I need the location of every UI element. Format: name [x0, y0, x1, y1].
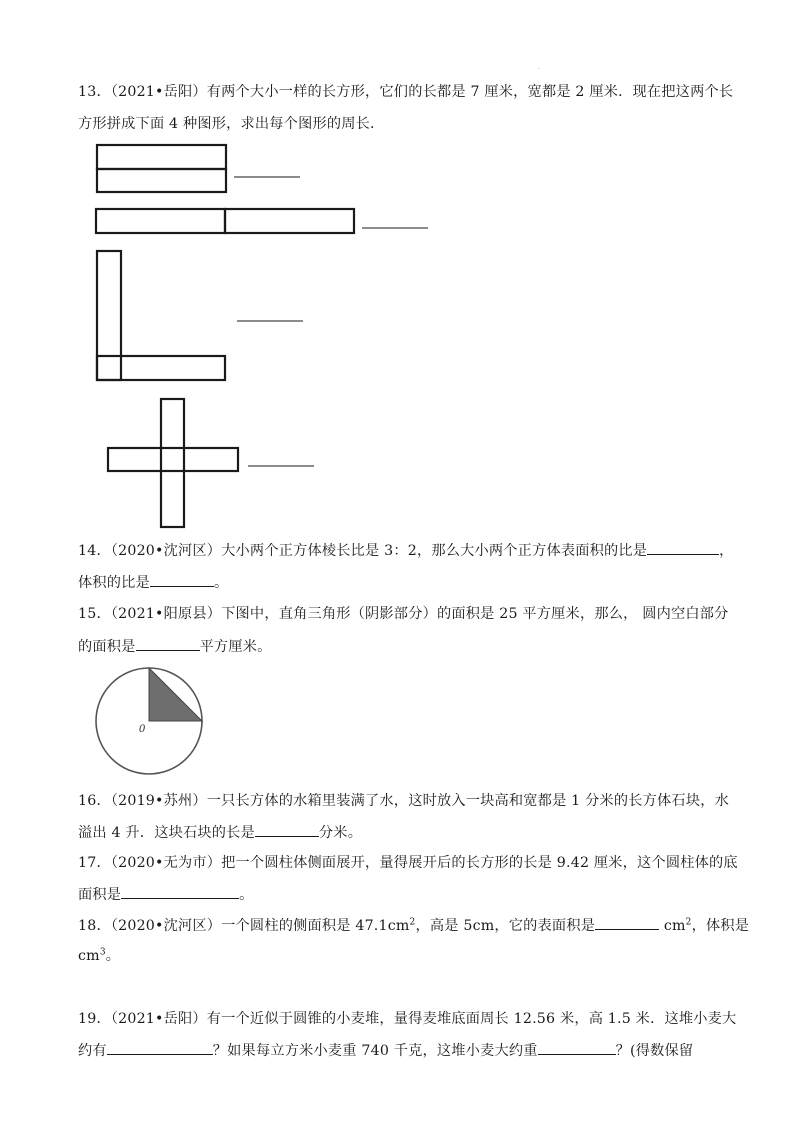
q19-text-b: ？如果每立方米小麦重 740 千克，这堆小麦大约重	[212, 1043, 538, 1059]
figure-cross	[108, 399, 314, 527]
q14-text-line2	[78, 572, 228, 593]
q17-line2-text: 面积是	[78, 887, 122, 903]
q18-text-c: cm	[659, 918, 686, 934]
rect-horizontal	[97, 356, 225, 380]
q19-text-c: ？(得数保留	[615, 1043, 694, 1059]
q18-text-a: 18．（2020•沈河区）一个圆柱的侧面积是 47.1cm	[78, 918, 410, 934]
q18-line2-text: cm	[78, 948, 100, 964]
center-label: 0	[139, 721, 145, 735]
q14-line2-end: 。	[213, 575, 229, 591]
q16-line2-text: 溢出 4 升．这块石块的长是	[78, 825, 255, 841]
q19-text-a: 约有	[78, 1043, 107, 1059]
q15-line2-end: 平方厘米。	[199, 639, 272, 655]
q18-sup-1: 2	[409, 917, 416, 928]
q17-answer-blank[interactable]	[121, 884, 239, 899]
q16-text-line1: 16．（2019•苏州）一只长方体的水箱里装满了水，这时放入一块高和宽都是 1 分米的长方体石块，水	[78, 793, 729, 809]
q16-text-line2	[78, 822, 362, 843]
q19-text-line1: 19．（2021•岳阳）有一个近似于圆锥的小麦堆，量得麦堆底面周长 12.56 米，高 1.5 米．这堆小麦大	[78, 1011, 737, 1027]
rect-right	[225, 209, 354, 233]
q14-line1-end: ，	[719, 543, 734, 559]
figure-l-shape	[97, 251, 303, 380]
scan-dot: ·	[538, 66, 540, 73]
q14-text-line1	[78, 540, 734, 561]
rect-vertical	[97, 251, 121, 380]
q17-text-line2	[78, 884, 254, 905]
figure-stacked-rectangles	[97, 145, 300, 192]
q19-answer-blank-1[interactable]	[107, 1040, 213, 1055]
q15-text-line1: 15．（2021•阳原县）下图中，直角三角形（阴影部分）的面积是 25 平方厘米，那么， 圆内空白部分	[78, 606, 729, 622]
rect-top	[97, 145, 226, 169]
q18-sup-2: 2	[685, 917, 692, 928]
q16-line2-end: 分米。	[318, 825, 363, 841]
q18-sup-3: 3	[99, 947, 106, 958]
q17-line2-end: 。	[239, 887, 254, 903]
q19-answer-blank-2[interactable]	[538, 1040, 616, 1055]
q15-answer-blank[interactable]	[136, 636, 200, 651]
q18-text-d: ，体积是	[691, 918, 750, 934]
q13-text-line1: 13．（2021•岳阳）有两个大小一样的长方形，它们的长都是 7 厘米，宽都是 2 厘米．现在把这两个长	[78, 84, 734, 100]
q18-answer-blank-1[interactable]	[595, 915, 659, 930]
q14-answer-blank-1[interactable]	[647, 540, 719, 555]
q18-line2-end: 。	[105, 948, 121, 964]
q15-line2-text: 的面积是	[78, 639, 136, 655]
q18-text-line2	[78, 946, 120, 966]
q19-text-line2	[78, 1040, 693, 1061]
q18-text-line1	[78, 915, 749, 936]
q13-text-line2: 方形拼成下面 4 种图形，求出每个图形的周长．	[78, 116, 385, 132]
rect-horizontal-bar	[108, 448, 238, 471]
q16-answer-blank[interactable]	[255, 822, 319, 837]
q14-line2-text: 体积的比是	[78, 575, 150, 591]
q15-circle-figure	[96, 668, 202, 774]
q17-text-line1: 17．（2020•无为市）把一个圆柱体侧面展开，量得展开后的长方形的长是 9.42 厘米，这个圆柱体的底	[78, 855, 738, 871]
q15-text-line2	[78, 636, 272, 657]
q14-line1-text: 14．（2020•沈河区）大小两个正方体棱长比是 3：2，那么大小两个正方体表面积的比是	[78, 543, 648, 559]
q14-answer-blank-2[interactable]	[150, 572, 214, 587]
rect-vertical-bar	[161, 399, 184, 527]
rect-left	[96, 209, 225, 233]
q18-text-b: ，高是 5cm，它的表面积是	[415, 918, 596, 934]
rect-bottom	[97, 169, 226, 192]
figure-long-rectangles	[96, 209, 428, 233]
